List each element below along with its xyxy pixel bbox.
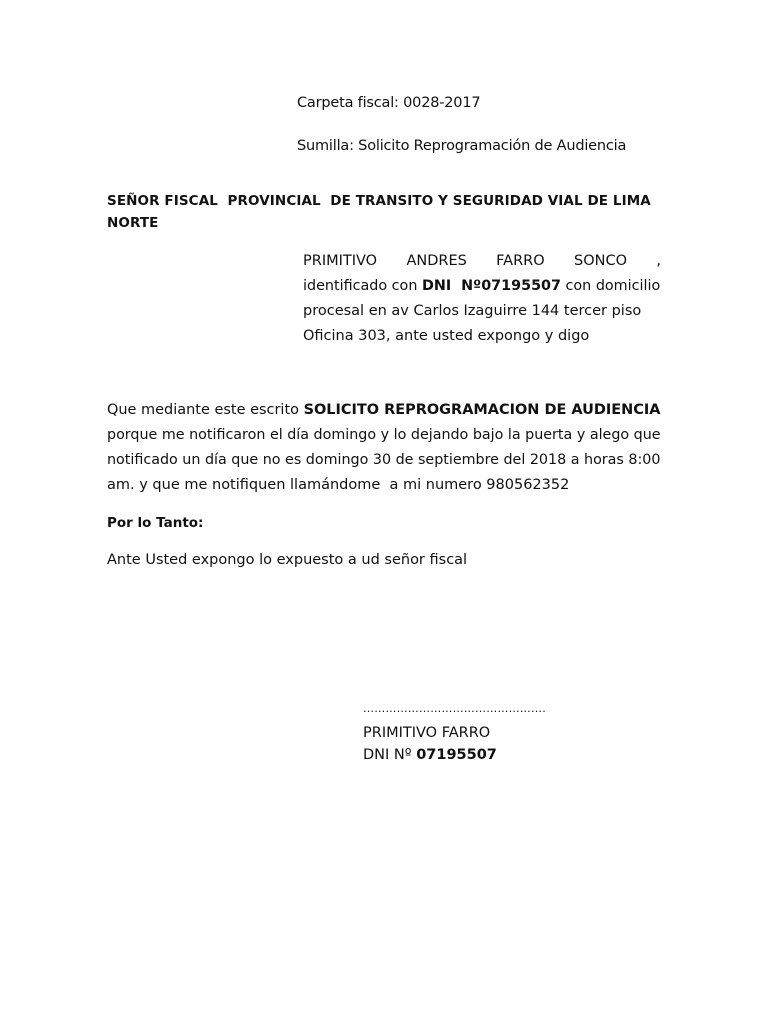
signature-dni xyxy=(363,744,497,766)
domicile-text: con domicilio xyxy=(560,278,661,294)
request-line-4: am. y que me notifiquen llamándome a mi numero 980562352 xyxy=(107,477,570,493)
identification-office-line: Oficina 303, ante usted expongo y digo xyxy=(303,328,590,344)
signature-dni-label: DNI Nº xyxy=(363,747,417,763)
signature-line: …………………………………………. xyxy=(363,702,546,715)
request-line-2: porque me notificaron el día domingo y lo dejando bajo la puerta y alego que xyxy=(107,427,661,443)
conclusion-label: Por lo Tanto: xyxy=(107,515,204,531)
name-word: FARRO xyxy=(496,253,545,269)
name-word: ANDRES xyxy=(406,253,467,269)
identification-dni-line xyxy=(303,274,661,299)
carpeta-fiscal: Carpeta fiscal: 0028-2017 xyxy=(297,95,481,111)
name-word: PRIMITIVO xyxy=(303,253,378,269)
addressee-line-2: NORTE xyxy=(107,215,159,231)
addressee-heading xyxy=(107,190,651,234)
identification-address-line: procesal en av Carlos Izaguirre 144 tercer piso xyxy=(303,303,642,319)
request-paragraph xyxy=(107,398,661,498)
conclusion-text: Ante Usted expongo lo expuesto a ud señor fiscal xyxy=(107,552,468,568)
identification-block xyxy=(303,249,661,349)
request-line-1 xyxy=(107,398,661,423)
sumilla: Sumilla: Solicito Reprogramación de Audiencia xyxy=(297,138,627,154)
request-line-3: notificado un día que no es domingo 30 de septiembre del 2018 a horas 8:00 xyxy=(107,452,661,468)
identification-name-line xyxy=(303,249,661,274)
name-word: , xyxy=(656,253,661,269)
addressee-line-1: SEÑOR FISCAL PROVINCIAL DE TRANSITO Y SEGURIDAD VIAL DE LIMA xyxy=(107,193,651,209)
request-intro: Que mediante este escrito xyxy=(107,402,304,418)
identified-with-text: identificado con xyxy=(303,278,422,294)
dni-value: DNI Nº07195507 xyxy=(421,278,561,294)
name-word: SONCO xyxy=(574,253,628,269)
signature-name: PRIMITIVO FARRO xyxy=(363,725,491,741)
signature-dni-number: 07195507 xyxy=(416,747,497,763)
request-title: SOLICITO REPROGRAMACION DE AUDIENCIA xyxy=(303,402,661,418)
